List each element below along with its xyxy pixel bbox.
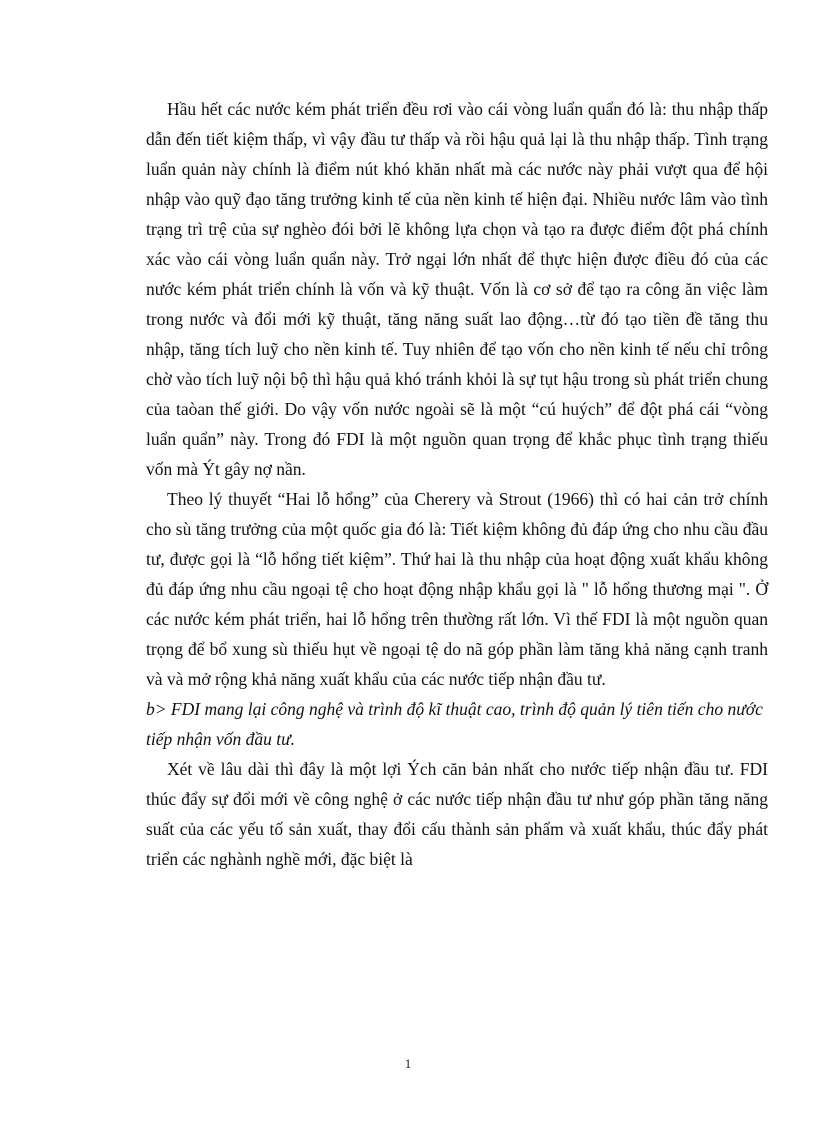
paragraph-vicious-cycle: Hầu hết các nước kém phát triển đều rơi vào cái vòng luẩn quẩn đó là: thu nhập thấp dẫn đến tiết kiệm thấp, vì vậy đầu tư thấp và rồi hậu quả lại là thu nhập thấp. Tình trạng luẩn quản này chính là điểm nút khó khăn nhất mà các nước này phải vượt qua để hội nhập vào quỹ đạo tăng trưởng kinh tế của nền kinh tế hiện đại. Nhiều nước lâm vào tình trạng trì trệ của sự nghèo đói bởi lẽ không lựa chọn và tạo ra được điểm đột phá chính xác vào cái vòng luẩn quẩn này. Trở ngại lớn nhất để thực hiện được điều đó của các nước kém phát triển chính là vốn và kỹ thuật. Vốn là cơ sở để tạo ra công ăn việc làm trong nước và đổi mới kỹ thuật, tăng năng suất lao động…từ đó tạo tiền đề tăng thu nhập, tăng tích luỹ cho nền kinh tế. Tuy nhiên để tạo vốn cho nền kinh tế nếu chỉ trông chờ vào tích luỹ nội bộ thì hậu quả khó tránh khỏi là sự tụt hậu trong sù phát triển chung của taòan thế giới. Do vậy vốn nước ngoài sẽ là một “cú huých” để đột phá cái “vòng luẩn quẩn” này. Trong đó FDI là một nguồn quan trọng để khắc phục tình trạng thiếu vốn mà Ýt gây nợ nần. bbox=[146, 99, 768, 479]
section-heading-technology: b> FDI mang lại công nghệ và trình độ kĩ thuật cao, trình độ quản lý tiên tiến cho nước tiếp nhận vốn đầu tư. bbox=[146, 699, 763, 749]
document-body bbox=[146, 94, 768, 874]
paragraph-technology-benefit: Xét về lâu dài thì đây là một lợi Ých căn bản nhất cho nước tiếp nhận đầu tư. FDI thúc đẩy sự đổi mới về công nghệ ở các nước tiếp nhận đầu tư như góp phần tăng năng suất của các yếu tố sản xuất, thay đổi cấu thành sản phẩm và xuất khẩu, thúc đẩy phát triển các nghành nghề mới, đặc biệt là bbox=[146, 759, 768, 869]
page-number: 1 bbox=[404, 1056, 412, 1071]
paragraph-two-gaps-theory: Theo lý thuyết “Hai lỗ hổng” của Cherery và Strout (1966) thì có hai cản trở chính cho sù tăng trưởng của một quốc gia đó là: Tiết kiệm không đủ đáp ứng cho nhu cầu đầu tư, được gọi là “lỗ hổng tiết kiệm”. Thứ hai là thu nhập của hoạt động xuất khẩu không đủ đáp ứng nhu cầu ngoại tệ cho hoạt động nhập khẩu gọi là " lỗ hổng thương mại ". Ở các nước kém phát triển, hai lỗ hổng trên thường rất lớn. Vì thế FDI là một nguồn quan trọng để bổ xung sù thiếu hụt về ngoại tệ do nã góp phần làm tăng khả năng cạnh tranh và và mở rộng khả năng xuất khẩu của các nước tiếp nhận đầu tư. bbox=[146, 489, 768, 689]
